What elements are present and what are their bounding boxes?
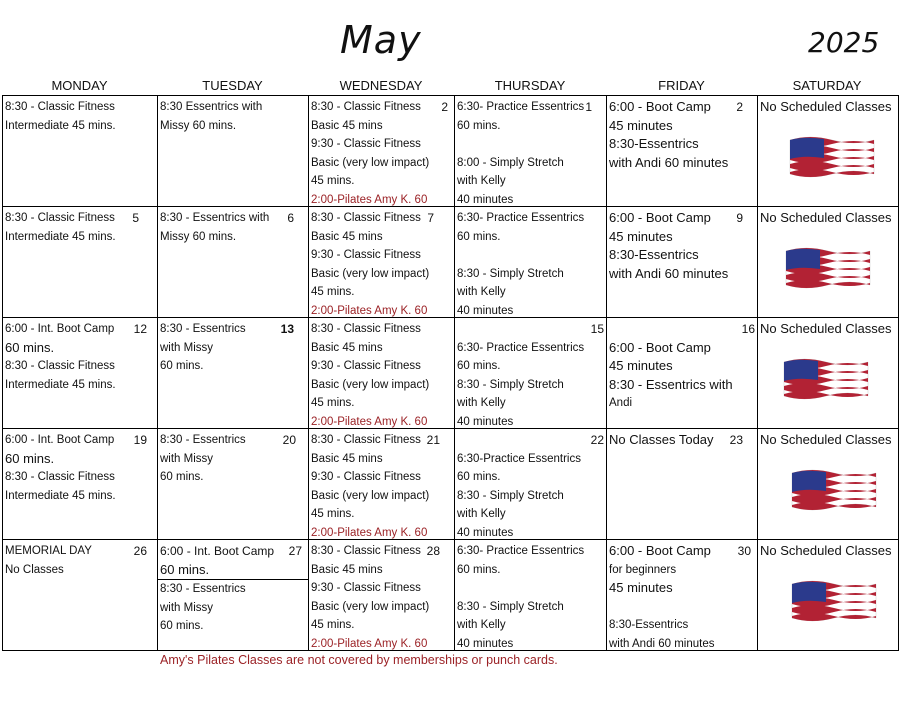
class-line: 45 minutes — [609, 117, 673, 133]
class-line: 8:30 - Essentrics — [160, 434, 246, 446]
class-line: 8:30 - Classic Fitness — [311, 434, 421, 446]
class-line — [457, 135, 604, 154]
calendar-cell-saturday — [758, 429, 899, 540]
calendar-cell-thursday — [455, 318, 607, 429]
class-line: 8:30 - Classic Fitness — [5, 101, 115, 113]
calendar-cell-friday — [607, 429, 758, 540]
calendar-cell-monday — [3, 318, 158, 429]
class-line: with Andi 60 minutes — [609, 637, 715, 650]
class-line — [457, 246, 604, 265]
class-line: 6:00 - Int. Boot Camp — [5, 323, 115, 335]
class-line: with Andi 60 minutes — [609, 154, 729, 170]
class-line: Basic (very low impact) — [311, 267, 430, 280]
class-line: 40 minutes — [457, 304, 514, 317]
pilates-line: 2:00-Pilates Amy K. 60 — [311, 526, 428, 539]
class-line — [609, 598, 755, 617]
class-line: 8:30 - Simply Stretch — [457, 267, 564, 280]
day-header-wednesday: WEDNESDAY — [339, 78, 423, 93]
class-line: Missy 60 mins. — [160, 230, 237, 243]
class-line: 8:30 - Essentrics with — [160, 212, 270, 224]
class-line: 8:00 - Simply Stretch — [457, 156, 564, 169]
pilates-line: 2:00-Pilates Amy K. 60 — [311, 304, 428, 317]
class-line: Intermediate 45 mins. — [5, 489, 116, 502]
calendar-cell-monday — [3, 429, 158, 540]
class-line: 9:30 - Classic Fitness — [311, 582, 421, 595]
calendar-grid — [2, 95, 899, 651]
day-header-saturday: SATURDAY — [792, 78, 862, 93]
tuesday-divider — [158, 542, 308, 580]
class-line: Intermediate 45 mins. — [5, 378, 116, 391]
class-line: 45 minutes — [609, 580, 673, 596]
class-line: 45 mins. — [311, 175, 355, 188]
calendar-cell-friday — [607, 540, 758, 651]
class-line: No Classes — [5, 563, 64, 576]
class-line: No Classes Today — [609, 432, 714, 447]
no-classes-label: No Scheduled Classes — [760, 543, 892, 558]
class-line: 6:00 - Boot Camp — [609, 210, 711, 225]
class-line: 9:30 - Classic Fitness — [311, 138, 421, 151]
class-line: 6:30- Practice Essentrics — [457, 545, 585, 557]
calendar-cell-thursday — [455, 540, 607, 651]
class-line: 6:00 - Int. Boot Camp — [160, 544, 275, 558]
class-line: with Missy — [160, 452, 214, 465]
class-line: 40 minutes — [457, 526, 514, 539]
calendar-cell-friday — [607, 96, 758, 207]
class-line: 8:30 - Essentrics — [160, 323, 246, 335]
class-line: 8:30-Essentrics — [609, 247, 699, 263]
class-line: Basic (very low impact) — [311, 600, 430, 613]
calendar-cell-tuesday — [158, 318, 309, 429]
calendar-cell-monday — [3, 540, 158, 651]
calendar-cell-saturday — [758, 96, 899, 207]
calendar-cell-wednesday — [309, 207, 455, 318]
class-line: 40 minutes — [457, 637, 514, 650]
class-line — [457, 431, 604, 450]
day-number: 5 — [132, 211, 139, 225]
class-line: 8:30 - Simply Stretch — [457, 489, 564, 502]
class-line — [457, 579, 604, 598]
class-line: Intermediate 45 mins. — [5, 230, 116, 243]
american-flag-icon — [788, 465, 880, 515]
class-line: 6:30- Practice Essentrics — [457, 341, 585, 354]
class-line: MEMORIAL DAY — [5, 545, 92, 557]
class-line: 8:30 - Classic Fitness — [5, 471, 115, 484]
calendar-cell-tuesday — [158, 540, 309, 651]
class-line: 60 mins. — [5, 339, 55, 355]
calendar-cell-wednesday — [309, 318, 455, 429]
day-number: 15 — [590, 322, 604, 336]
class-line: Basic 45 mins — [311, 341, 383, 354]
day-number: 27 — [288, 544, 302, 558]
class-line — [609, 320, 755, 339]
class-line: 8:30 - Essentrics with — [609, 376, 733, 392]
calendar-cell-tuesday — [158, 207, 309, 318]
class-line: 60 mins. — [457, 563, 501, 576]
class-line: Basic (very low impact) — [311, 156, 430, 169]
calendar-week-3 — [3, 318, 899, 429]
class-line: with Missy — [160, 341, 214, 354]
class-line: with Kelly — [457, 175, 506, 188]
class-line: 60 mins. — [457, 230, 501, 243]
day-number: 21 — [426, 433, 440, 447]
calendar-cell-wednesday — [309, 540, 455, 651]
class-line: 8:30 - Classic Fitness — [311, 323, 421, 335]
class-line: 6:00 - Boot Camp — [609, 99, 711, 114]
day-number: 26 — [133, 544, 147, 558]
class-line: Intermediate 45 mins. — [5, 119, 116, 132]
day-number: 9 — [736, 211, 743, 225]
calendar-cell-friday — [607, 207, 758, 318]
class-line: 9:30 - Classic Fitness — [311, 360, 421, 373]
class-line: 8:30 - Classic Fitness — [5, 360, 115, 373]
class-line: 60 mins. — [457, 360, 501, 373]
calendar-cell-saturday — [758, 540, 899, 651]
class-line: 9:30 - Classic Fitness — [311, 471, 421, 484]
class-line: 60 mins. — [457, 119, 501, 132]
class-line: Missy 60 mins. — [160, 119, 237, 132]
class-line: 40 minutes — [457, 415, 514, 428]
day-number: 2 — [441, 100, 448, 114]
class-line: 45 minutes — [609, 358, 673, 374]
calendar-cell-thursday — [455, 429, 607, 540]
american-flag-icon — [786, 132, 878, 182]
class-line: 60 mins. — [160, 471, 204, 484]
class-line: 60 mins. — [160, 561, 210, 577]
calendar-cell-monday — [3, 207, 158, 318]
class-line: 6:00 - Int. Boot Camp — [5, 434, 115, 446]
class-line: 45 minutes — [609, 228, 673, 244]
class-line: with Kelly — [457, 619, 506, 632]
class-line: 6:00 - Boot Camp — [609, 339, 711, 355]
class-line: 8:30 - Classic Fitness — [5, 212, 115, 224]
calendar-week-5 — [3, 540, 899, 651]
class-line: with Kelly — [457, 397, 506, 410]
day-number: 16 — [741, 322, 755, 336]
no-classes-label: No Scheduled Classes — [760, 99, 892, 114]
calendar-cell-tuesday — [158, 96, 309, 207]
day-number: 6 — [287, 211, 294, 225]
class-line: 6:30- Practice Essentrics — [457, 101, 585, 113]
calendar-cell-saturday — [758, 318, 899, 429]
class-line: Basic 45 mins — [311, 563, 383, 576]
class-line: Basic 45 mins — [311, 452, 383, 465]
class-line: 8:30 - Essentrics — [160, 583, 246, 596]
class-line: with Kelly — [457, 286, 506, 299]
day-number: 23 — [729, 433, 743, 447]
calendar-week-2 — [3, 207, 899, 318]
class-line: 8:30 - Classic Fitness — [311, 101, 421, 113]
class-line: 8:30 Essentrics with — [160, 101, 263, 113]
class-line: 8:30-Essentrics — [609, 619, 689, 632]
calendar-cell-wednesday — [309, 429, 455, 540]
day-number: 28 — [426, 544, 440, 558]
calendar-cell-tuesday — [158, 429, 309, 540]
class-line: with Andi 60 minutes — [609, 265, 729, 281]
calendar-week-4 — [3, 429, 899, 540]
year-title: 2025 — [808, 26, 880, 59]
class-line: 45 mins. — [311, 286, 355, 299]
class-line: with Missy — [160, 601, 214, 614]
american-flag-icon — [788, 576, 880, 626]
day-number: 13 — [280, 322, 294, 336]
no-classes-label: No Scheduled Classes — [760, 210, 892, 225]
day-header-tuesday: TUESDAY — [202, 78, 263, 93]
no-classes-label: No Scheduled Classes — [760, 321, 892, 336]
class-line: 45 mins. — [311, 397, 355, 410]
class-line: Basic (very low impact) — [311, 378, 430, 391]
day-number: 2 — [736, 100, 743, 114]
calendar-week-1 — [3, 96, 899, 207]
pilates-line: 2:00-Pilates Amy K. 60 — [311, 415, 428, 428]
class-line: for beginners — [609, 563, 677, 576]
calendar-cell-thursday — [455, 207, 607, 318]
class-line: 8:30 - Simply Stretch — [457, 378, 564, 391]
class-line: with Kelly — [457, 508, 506, 521]
class-line: 8:30 - Simply Stretch — [457, 600, 564, 613]
class-line: 40 minutes — [457, 193, 514, 206]
class-line: 9:30 - Classic Fitness — [311, 249, 421, 262]
day-number: 12 — [133, 322, 147, 336]
day-number: 30 — [737, 544, 751, 558]
pilates-footnote: Amy's Pilates Classes are not covered by memberships or punch cards. — [160, 653, 558, 667]
class-line: 8:30-Essentrics — [609, 136, 699, 152]
class-line: Basic 45 mins — [311, 119, 383, 132]
day-header-monday: MONDAY — [51, 78, 108, 93]
class-line: Basic (very low impact) — [311, 489, 430, 502]
class-line: 6:30-Practice Essentrics — [457, 452, 581, 465]
day-number: 22 — [590, 433, 604, 447]
american-flag-icon — [782, 243, 874, 293]
calendar-cell-saturday — [758, 207, 899, 318]
day-number: 19 — [133, 433, 147, 447]
day-number: 20 — [282, 433, 296, 447]
class-line: 45 mins. — [311, 619, 355, 632]
class-line: 60 mins. — [160, 360, 204, 373]
class-line: Basic 45 mins — [311, 230, 383, 243]
no-classes-label: No Scheduled Classes — [760, 432, 892, 447]
month-title: May — [340, 18, 422, 62]
pilates-line: 2:00-Pilates Amy K. 60 — [311, 193, 428, 206]
day-header-thursday: THURSDAY — [494, 78, 566, 93]
american-flag-icon — [780, 354, 872, 404]
class-line: 60 mins. — [160, 620, 204, 633]
class-line: 8:30 - Classic Fitness — [311, 212, 421, 224]
day-header-friday: FRIDAY — [658, 78, 705, 93]
class-line — [457, 320, 604, 339]
class-line: 45 mins. — [311, 508, 355, 521]
day-number: 7 — [427, 211, 434, 225]
calendar-cell-friday — [607, 318, 758, 429]
class-line: 60 mins. — [457, 471, 501, 484]
class-line: 6:00 - Boot Camp — [609, 543, 711, 558]
class-line: Andi — [609, 397, 633, 410]
pilates-line: 2:00-Pilates Amy K. 60 — [311, 637, 428, 650]
calendar-cell-monday — [3, 96, 158, 207]
class-line: 8:30 - Classic Fitness — [311, 545, 421, 557]
class-line: 6:30- Practice Essentrics — [457, 212, 585, 224]
calendar-cell-thursday — [455, 96, 607, 207]
calendar-cell-wednesday — [309, 96, 455, 207]
day-number: 1 — [585, 100, 592, 114]
class-line: 60 mins. — [5, 450, 55, 466]
